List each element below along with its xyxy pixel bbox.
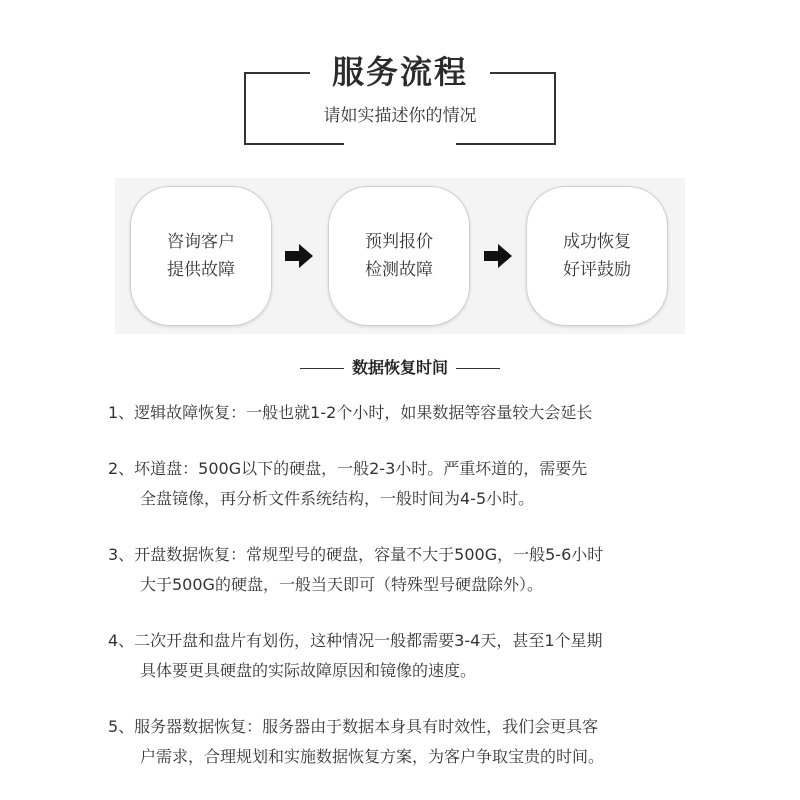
step-success-line2: 好评鼓励 [563,260,631,280]
list-item [108,712,708,772]
step-consult [130,186,272,326]
step-quote-line2: 检测故障 [365,260,433,280]
list-item [108,626,708,686]
heading-left-rule [300,368,344,369]
list-item-line: 全盘镜像，再分析文件系统结构，一般时间为4-5小时。 [140,489,535,508]
list-item-line: 1、逻辑故障恢复：一般也就1-2个小时，如果数据等容量较大会延长 [108,403,593,422]
list-item [108,398,708,428]
list-item-line: 2、坏道盘：500G以下的硬盘，一般2-3小时。严重坏道的，需要先 [108,459,588,478]
recovery-time-heading [0,356,800,380]
page-subtitle: 请如实描述你的情况 [323,106,477,126]
step-quote [328,186,470,326]
heading-right-rule [456,368,500,369]
recovery-time-heading-text: 数据恢复时间 [351,358,448,377]
right-arrow-icon [484,244,512,268]
list-item [108,454,708,514]
list-item [108,540,708,600]
step-success [526,186,668,326]
list-item-line: 户需求，合理规划和实施数据恢复方案，为客户争取宝贵的时间。 [140,747,605,766]
page-title: 服务流程 [331,53,468,91]
recovery-time-list [108,398,708,798]
step-consult-line2: 提供故障 [167,260,235,280]
frame-bottom-left-line [244,143,344,145]
frame-bottom-right-line [456,143,556,145]
list-item-line: 4、二次开盘和盘片有划伤，这种情况一般都需要3-4天，甚至1个星期 [108,631,603,650]
right-arrow-icon [285,244,313,268]
list-item-line: 具体要更具硬盘的实际故障原因和镜像的速度。 [140,661,477,680]
step-success-line1: 成功恢复 [563,232,631,252]
list-item-line: 5、服务器数据恢复：服务器由于数据本身具有时效性，我们会更具客 [108,717,599,736]
list-item-line: 大于500G的硬盘，一般当天即可（特殊型号硬盘除外）。 [140,575,543,594]
list-item-line: 3、开盘数据恢复：常规型号的硬盘，容量不大于500G，一般5-6小时 [108,545,604,564]
step-quote-line1: 预判报价 [365,232,433,252]
step-consult-line1: 咨询客户 [167,232,235,252]
